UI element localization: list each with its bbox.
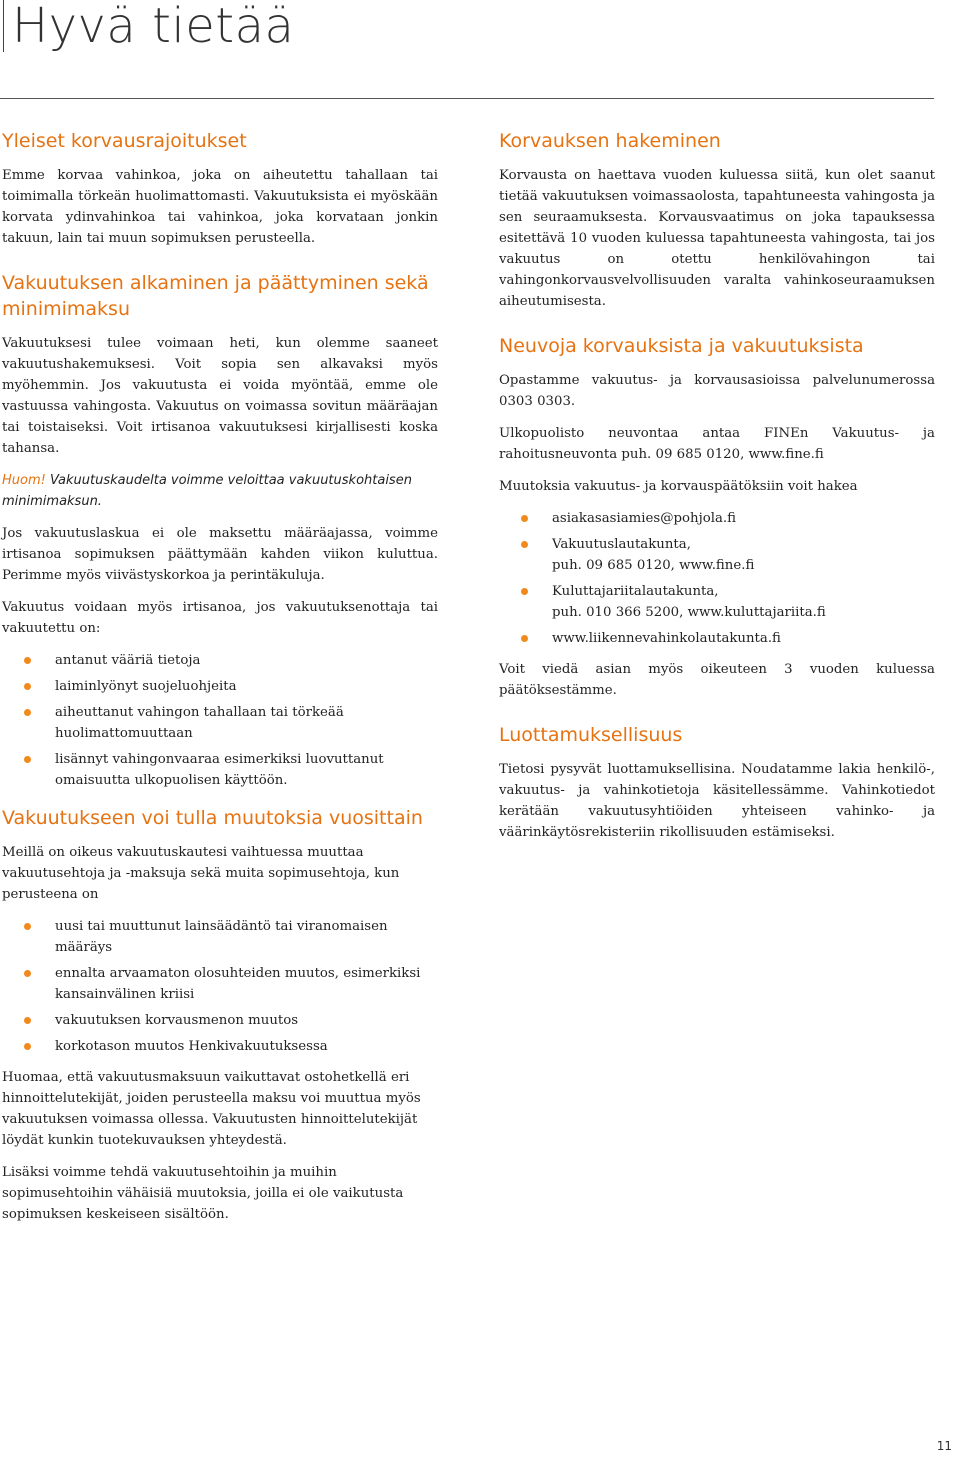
bullet-icon [521,588,528,595]
section-heading: Vakuutukseen voi tulla muutoksia vuosittain [2,807,423,829]
paragraph: Vakuutus voidaan myös irtisanoa, jos vakuutuksenottaja tai vakuutettu on: [2,600,438,636]
paragraph: Muutoksia vakuutus- ja korvauspäätöksiin voit hakea [499,479,858,494]
bullet-icon [24,756,31,763]
header-divider [0,98,934,99]
section-heading: Vakuutuksen alkaminen ja päättyminen sekä minimimaksu [2,272,429,320]
paragraph: Meillä on oikeus vakuutuskautesi vaihtuessa muuttaa vakuutusehtoja ja -maksuja sekä muita sopimusehtoja, kun perusteena on [2,845,400,902]
bullet-list [2,916,438,1057]
title-accent-bar [3,0,4,52]
bullet-icon [24,1017,31,1024]
bullet-icon [24,683,31,690]
note-label: Huom! [2,473,46,488]
bullet-icon [24,709,31,716]
bullet-icon [521,541,528,548]
list-item: vakuutuksen korvausmenon muutos [2,1010,438,1031]
page-number: 11 [936,1439,952,1453]
section-start-and-end [2,270,438,791]
list-item: ennalta arvaamaton olosuhteiden muutos, esimerkiksi kansainvälinen kriisi [2,963,438,1005]
paragraph: Korvausta on haettava vuoden kuluessa siitä, kun olet saanut tietää vakuutuksen voimassaolosta, tapahtuneesta vahingosta ja sen seuraamuksesta. Korvausvaatimus on joka tapauksessa esitettävä 10 vuoden kuluessa tapahtuneesta vahingosta, tai jos vakuutus on otettu henkilövahingon tai vahingonkorvausvelvollisuuden varalta vahinkoseuraamuksen aiheutumisesta. [499,168,935,309]
note-paragraph [2,470,438,512]
list-item: Kuluttajariitalautakunta, puh. 010 366 5200, www.kuluttajariita.fi [499,581,935,623]
bullet-icon [24,923,31,930]
paragraph: Jos vakuutuslaskua ei ole maksettu määräajassa, voimme irtisanoa sopimuksen päättymään kahden viikon kuluttua. Perimme myös viivästyskorkoa ja perintäkuluja. [2,526,438,583]
bullet-list [2,650,438,791]
paragraph: Emme korvaa vahinkoa, joka on aiheutettu tahallaan tai toimimalla törkeän huolimattomasti. Vakuutuksista ei myöskään korvata ydinvahinkoa tai vahinkoa, joka korvataan jonkin takuun, lain tai muun sopimuksen perusteella. [2,168,438,246]
section-confidentiality [499,722,935,843]
paragraph: Tietosi pysyvät luottamuksellisina. Noudatamme lakia henkilö-, vakuutus- ja vahinkotietoja käsitellessämme. Vahinkotiedot kerätään vakuutusyhtiöiden yhteiseen vahinko- ja väärinkäytösrekisteriin rikollisuuden estämiseksi. [499,762,935,840]
list-item: antanut vääriä tietoja [2,650,438,671]
section-claims [499,128,935,312]
paragraph: Huomaa, että vakuutusmaksuun vaikuttavat ostohetkellä eri hinnoittelutekijät, joiden perusteella maksu voi muuttua myös vakuutuksen voimassa ollessa. Vakuutusten hinnoittelutekijät löydät kunkin tuotekuvauksen yhteydestä. [2,1070,421,1148]
section-heading: Luottamuksellisuus [499,724,683,746]
left-column [2,128,438,1236]
list-item: asiakasasiamies@pohjola.fi [499,508,935,529]
list-item: Vakuutuslautakunta, puh. 09 685 0120, www.fine.fi [499,534,935,576]
list-item: korkotason muutos Henkivakuutuksessa [2,1036,438,1057]
list-item: www.liikennevahinkolautakunta.fi [499,628,935,649]
right-column [499,128,935,854]
section-heading: Yleiset korvausrajoitukset [2,130,247,152]
paragraph: Lisäksi voimme tehdä vakuutusehtoihin ja muihin sopimusehtoihin vähäisiä muutoksia, joilla ei ole vaikutusta sopimuksen keskeiseen sisältöön. [2,1165,404,1222]
section-general-limitations [2,128,438,249]
note-text: Vakuutuskaudelta voimme veloittaa vakuutuskohtaisen minimimaksun. [2,473,412,509]
bullet-icon [24,1043,31,1050]
section-heading: Korvauksen hakeminen [499,130,721,152]
list-item: uusi tai muuttunut lainsäädäntö tai viranomaisen määräys [2,916,438,958]
bullet-list [499,508,935,649]
list-item: laiminlyönyt suojeluohjeita [2,676,438,697]
section-heading: Neuvoja korvauksista ja vakuutuksista [499,335,864,357]
bullet-icon [24,970,31,977]
section-annual-changes [2,805,438,1225]
list-item: aiheuttanut vahingon tahallaan tai törkeää huolimattomuuttaan [2,702,438,744]
bullet-icon [521,635,528,642]
bullet-icon [521,515,528,522]
section-advice [499,333,935,701]
paragraph: Ulkopuolisto neuvontaa antaa FINEn Vakuutus- ja rahoitusneuvonta puh. 09 685 0120, www.fine.fi [499,426,935,462]
paragraph: Vakuutuksesi tulee voimaan heti, kun olemme saaneet vakuutushakemuksesi. Voit sopia sen alkavaksi myös myöhemmin. Jos vakuutusta ei voida myöntää, emme ole vastuussa vahingosta. Vakuutus on voimassa sovitun määräajan tai toistaiseksi. Voit irtisanoa vakuutuksesi kirjallisesti koska tahansa. [2,336,438,456]
bullet-icon [24,657,31,664]
page-header [0,0,960,100]
paragraph: Opastamme vakuutus- ja korvausasioissa palvelunumerossa 0303 0303. [499,373,935,409]
list-item: lisännyt vahingonvaaraa esimerkiksi luovuttanut omaisuutta ulkopuolisen käyttöön. [2,749,438,791]
page-title: Hyvä tietää [12,0,295,54]
paragraph: Voit viedä asian myös oikeuteen 3 vuoden kuluessa päätöksestämme. [499,662,935,698]
